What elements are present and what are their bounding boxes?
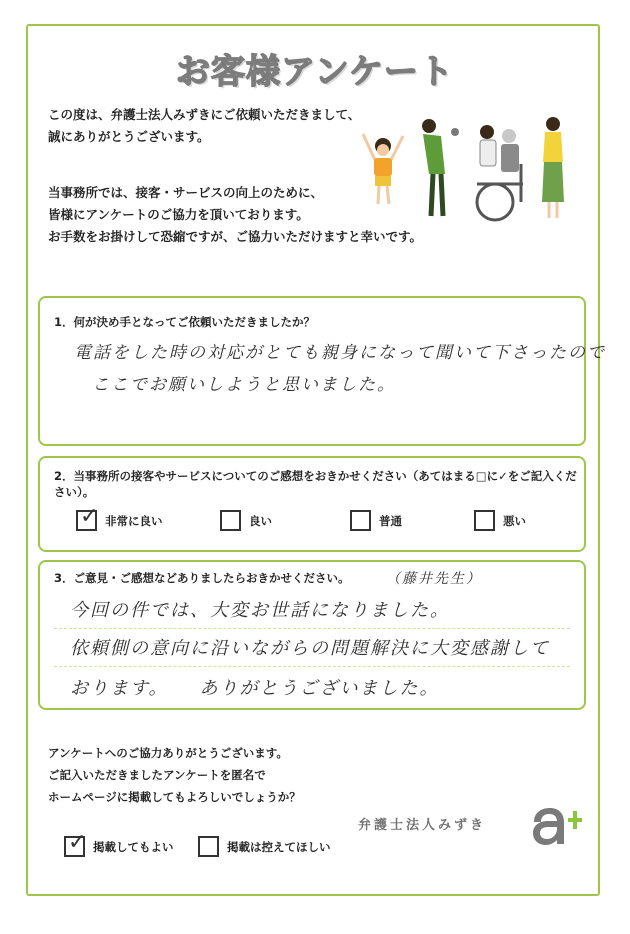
intro-line: 誠にありがとうございます。 xyxy=(48,129,210,144)
checkbox[interactable] xyxy=(64,830,87,857)
checkbox[interactable] xyxy=(198,836,219,857)
question-1-label: 1．何が決め手となってご依頼いただきましたか？ xyxy=(54,315,315,329)
closing-line: アンケートへのご協力ありがとうございます。 xyxy=(48,746,288,760)
rating-option-good[interactable] xyxy=(220,510,272,531)
question-1-answer-line: ここでお願いしようと思いました。 xyxy=(92,375,396,395)
question-3-label: 3．ご意見・ご感想などありましたらおきかせください。 xyxy=(54,571,350,585)
closing-text xyxy=(48,742,301,808)
consent-option-decline[interactable] xyxy=(198,836,331,857)
question-3-answer-line: 依頼側の意向に沿いながらの問題解決に大変感謝して xyxy=(70,638,550,659)
check-mark-icon: ✓ xyxy=(80,504,99,529)
consent-option-allow[interactable] xyxy=(64,830,174,857)
checkbox[interactable] xyxy=(220,510,241,531)
checkbox[interactable] xyxy=(474,510,495,531)
question-3-answer-line: 今回の件では、大変お世話になりました。 xyxy=(70,600,450,621)
firm-logo-icon xyxy=(530,800,582,852)
page-title: お客様アンケート xyxy=(176,52,454,92)
consent-option-label: 掲載は控えてほしい xyxy=(227,839,331,854)
question-1-box xyxy=(38,296,606,446)
consent-option-label: 掲載してもよい xyxy=(93,839,174,854)
rating-option-bad[interactable] xyxy=(474,510,526,531)
intro-line: 当事務所では、接客・サービスの向上のために、 xyxy=(48,185,324,200)
child-figure xyxy=(363,134,403,204)
question-3-answer-line: おります。 ありがとうございました。 xyxy=(70,678,440,699)
answer-rule xyxy=(54,666,570,667)
woman-figure xyxy=(542,117,564,218)
title-area xyxy=(0,44,630,93)
intro-line: 皆様にアンケートのご協力を頂いております。 xyxy=(48,207,309,222)
firm-name: 弁護士法人みずき xyxy=(358,818,487,833)
people-illustration xyxy=(345,104,585,228)
wheelchair-group-figure xyxy=(477,125,523,220)
answer-rule xyxy=(54,628,570,629)
checkbox[interactable] xyxy=(76,504,99,531)
question-2-label: 2．当事務所の接客やサービスについてのご感想をおきかせください（あてはまる□に✓をご記入ください）。 xyxy=(54,469,577,499)
intro-greeting xyxy=(48,104,360,148)
question-2-box xyxy=(38,456,586,552)
question-3-box xyxy=(38,560,586,710)
rating-option-average[interactable] xyxy=(350,510,402,531)
question-3-note: （藤井先生） xyxy=(386,571,482,587)
rating-option-label: 普通 xyxy=(379,513,402,528)
intro-line: この度は、弁護士法人みずきにご依頼いただきまして、 xyxy=(48,107,361,122)
rating-option-label: 良い xyxy=(249,513,272,528)
closing-line: ホームページに掲載してもよろしいでしょうか？ xyxy=(48,790,301,804)
check-mark-icon: ✓ xyxy=(68,830,87,855)
bowing-man-figure xyxy=(422,119,459,216)
rating-option-very-good[interactable] xyxy=(76,504,163,531)
rating-option-label: 非常に良い xyxy=(105,513,163,528)
closing-line: ご記入いただきましたアンケートを匿名で xyxy=(48,768,266,782)
question-1-answer-line: 電話をした時の対応がとても親身になって聞いて下さったので xyxy=(74,343,606,363)
checkbox[interactable] xyxy=(350,510,371,531)
intro-line: お手数をお掛けして恐縮ですが、ご協力いただけますと幸いです。 xyxy=(48,229,423,244)
rating-option-label: 悪い xyxy=(503,513,526,528)
